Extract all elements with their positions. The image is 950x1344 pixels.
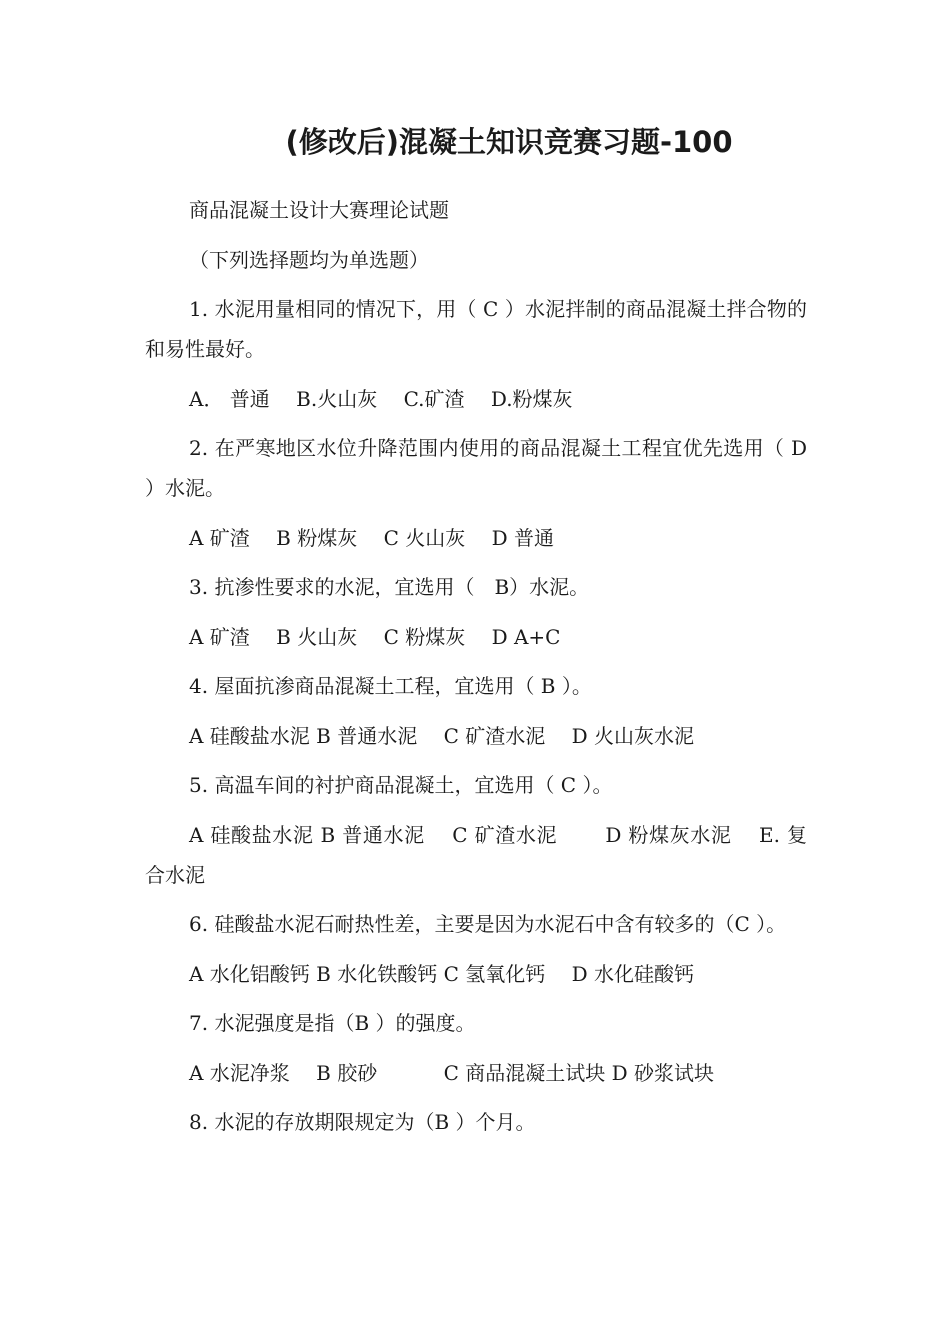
options-6: A 水化铝酸钙 B 水化铁酸钙 C 氢氧化钙 D 水化硅酸钙 xyxy=(189,961,694,986)
question-1: 1. 水泥用量相同的情况下，用（ C ）水泥拌制的商品混凝土拌合物的和易性最好。 xyxy=(145,297,807,361)
question-6: 6. 硅酸盐水泥石耐热性差，主要是因为水泥石中含有较多的（C ）。 xyxy=(189,912,787,936)
paragraph-note: （下列选择题均为单选题） xyxy=(189,247,429,272)
options-1: A． 普通 B.火山灰 C.矿渣 D.粉煤灰 xyxy=(189,386,573,411)
question-5: 5. 高温车间的衬护商品混凝土，宜选用（ C ）。 xyxy=(189,773,613,797)
options-7: A 水泥净浆 B 胶砂 C 商品混凝土试块 D 砂浆试块 xyxy=(189,1060,714,1085)
document-title: (修改后)混凝土知识竞赛习题-100 xyxy=(285,125,733,159)
question-2: 2. 在严寒地区水位升降范围内使用的商品混凝土工程宜优先选用（ D ）水泥。 xyxy=(145,436,807,500)
options-2: A 矿渣 B 粉煤灰 C 火山灰 D 普通 xyxy=(189,525,554,550)
options-4: A 硅酸盐水泥 B 普通水泥 C 矿渣水泥 D 火山灰水泥 xyxy=(189,723,694,748)
question-7: 7. 水泥强度是指（B ）的强度。 xyxy=(189,1011,476,1035)
document-body xyxy=(145,190,807,1152)
paragraph-subtitle: 商品混凝土设计大赛理论试题 xyxy=(189,198,449,222)
question-4: 4. 屋面抗渗商品混凝土工程，宜选用（ B ）。 xyxy=(189,674,592,698)
options-5: A 硅酸盐水泥 B 普通水泥 C 矿渣水泥 D 粉煤灰水泥 E. 复合水泥 xyxy=(145,822,807,887)
options-3: A 矿渣 B 火山灰 C 粉煤灰 D A+C xyxy=(189,624,561,649)
question-3: 3. 抗渗性要求的水泥，宜选用（ B）水泥。 xyxy=(189,575,590,599)
question-8: 8. 水泥的存放期限规定为（B ）个月。 xyxy=(189,1110,536,1134)
